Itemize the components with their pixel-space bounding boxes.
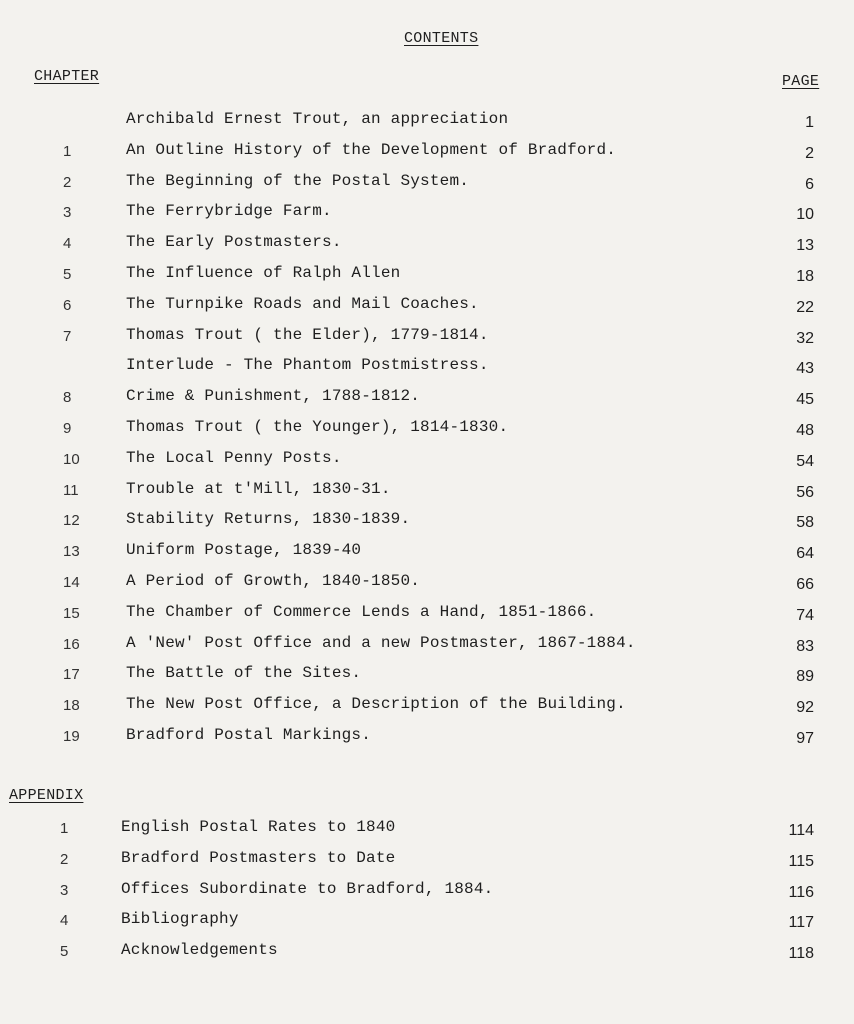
- chapter-entry: [0, 603, 854, 625]
- entry-page-number: 1: [805, 114, 814, 131]
- entry-number: 1: [60, 820, 69, 837]
- entry-number: 8: [63, 389, 72, 407]
- entry-title: Archibald Ernest Trout, an appreciation: [126, 110, 509, 128]
- entry-title: The Influence of Ralph Allen: [126, 264, 401, 282]
- entry-page-number: 22: [796, 298, 814, 316]
- entry-title: The Chamber of Commerce Lends a Hand, 1851-1866.: [126, 602, 597, 621]
- entry-number: 2: [60, 850, 69, 868]
- entry-number: 4: [63, 235, 72, 253]
- appendix-entry: [0, 880, 854, 902]
- chapter-entry: [0, 387, 854, 409]
- entry-page-number: 13: [796, 237, 814, 255]
- page-column-heading: PAGE: [782, 73, 820, 90]
- entry-number: 1: [63, 142, 72, 160]
- entry-page-number: 56: [796, 483, 814, 501]
- entry-title: A 'New' Post Office and a new Postmaster, 1867-1884.: [126, 633, 636, 652]
- entry-number: 13: [63, 543, 80, 561]
- entry-number: 3: [60, 881, 69, 899]
- entry-number: 3: [63, 204, 72, 222]
- entry-title: The Beginning of the Postal System.: [126, 171, 470, 190]
- entry-title: Acknowledgements: [121, 941, 278, 960]
- entry-number: 11: [63, 481, 79, 499]
- entry-page-number: 66: [796, 576, 814, 593]
- chapter-entry: [0, 141, 854, 163]
- entry-title: Stability Returns, 1830-1839.: [126, 510, 411, 529]
- chapter-entry: [0, 726, 854, 748]
- entry-number: 15: [63, 604, 80, 622]
- entry-title: The Battle of the Sites.: [126, 664, 362, 683]
- entry-number: 10: [63, 450, 80, 468]
- entry-number: 14: [63, 574, 80, 591]
- entry-page-number: 64: [796, 545, 814, 563]
- entry-number: 17: [63, 666, 80, 684]
- appendix-entry: [0, 941, 854, 963]
- chapter-entry: [0, 634, 854, 656]
- entry-page-number: 43: [796, 360, 814, 378]
- entry-page-number: 10: [796, 206, 814, 224]
- chapter-entry: [0, 326, 854, 348]
- chapter-entry: [0, 572, 854, 594]
- chapter-entry: [0, 695, 854, 717]
- entry-page-number: 58: [796, 514, 814, 532]
- chapter-entry: [0, 264, 854, 286]
- appendix-heading: APPENDIX: [9, 787, 84, 804]
- entry-number: 5: [63, 266, 72, 283]
- chapter-entry: [0, 110, 854, 132]
- entry-page-number: 48: [796, 422, 814, 439]
- entry-page-number: 89: [796, 668, 814, 686]
- entry-page-number: 45: [796, 391, 814, 409]
- entry-title: Offices Subordinate to Bradford, 1884.: [121, 879, 494, 898]
- entry-title: Interlude - The Phantom Postmistress.: [126, 356, 489, 375]
- chapter-entry: [0, 480, 854, 502]
- entry-page-number: 54: [796, 452, 814, 470]
- chapter-entry: [0, 510, 854, 532]
- entry-number: 16: [63, 635, 80, 653]
- entry-title: Bradford Postal Markings.: [126, 726, 372, 744]
- entry-title: Thomas Trout ( the Younger), 1814-1830.: [126, 418, 509, 436]
- entry-title: The Turnpike Roads and Mail Coaches.: [126, 294, 479, 313]
- entry-title: A Period of Growth, 1840-1850.: [126, 572, 421, 590]
- chapter-entry: [0, 356, 854, 378]
- entry-number: 2: [63, 173, 72, 191]
- entry-number: 6: [63, 296, 72, 314]
- contents-title: CONTENTS: [404, 30, 479, 47]
- entry-page-number: 6: [805, 175, 814, 193]
- entry-title: An Outline History of the Development of Bradford.: [126, 140, 617, 159]
- entry-title: Bibliography: [121, 910, 239, 929]
- entry-title: Uniform Postage, 1839-40: [126, 541, 362, 560]
- entry-number: 18: [63, 697, 80, 715]
- chapter-entry: [0, 295, 854, 317]
- appendix-entry: [0, 910, 854, 932]
- entry-page-number: 114: [788, 822, 814, 839]
- entry-title: The New Post Office, a Description of the Building.: [126, 695, 626, 714]
- chapter-entry: [0, 418, 854, 440]
- entry-page-number: 115: [788, 852, 814, 870]
- chapter-column-heading: CHAPTER: [34, 68, 100, 85]
- entry-page-number: 116: [788, 883, 814, 901]
- entry-page-number: 74: [796, 606, 814, 624]
- entry-number: 9: [63, 420, 72, 437]
- chapter-entry: [0, 449, 854, 471]
- chapter-entry: [0, 664, 854, 686]
- entry-title: Crime & Punishment, 1788-1812.: [126, 387, 421, 406]
- entry-number: 19: [63, 728, 80, 745]
- chapter-entry: [0, 233, 854, 255]
- chapter-entry: [0, 541, 854, 563]
- entry-page-number: 32: [796, 329, 814, 347]
- entry-number: 7: [63, 327, 72, 345]
- entry-page-number: 92: [796, 699, 814, 717]
- entry-page-number: 117: [788, 914, 814, 932]
- entry-title: English Postal Rates to 1840: [121, 818, 396, 836]
- entry-number: 4: [60, 912, 69, 930]
- appendix-entry: [0, 849, 854, 871]
- entry-number: 12: [63, 512, 80, 530]
- chapter-entry: [0, 202, 854, 224]
- entry-title: The Ferrybridge Farm.: [126, 202, 332, 221]
- appendix-entry: [0, 818, 854, 840]
- entry-title: Trouble at t'Mill, 1830-31.: [126, 479, 391, 498]
- entry-title: The Early Postmasters.: [126, 233, 342, 252]
- entry-page-number: 2: [805, 144, 814, 162]
- entry-page-number: 97: [796, 730, 814, 747]
- entry-title: The Local Penny Posts.: [126, 448, 342, 467]
- entry-page-number: 83: [796, 637, 814, 655]
- chapter-entry: [0, 172, 854, 194]
- entry-title: Bradford Postmasters to Date: [121, 848, 396, 867]
- entry-page-number: 118: [788, 945, 814, 963]
- entry-page-number: 18: [796, 268, 814, 285]
- entry-number: 5: [60, 943, 69, 961]
- entry-title: Thomas Trout ( the Elder), 1779-1814.: [126, 325, 489, 344]
